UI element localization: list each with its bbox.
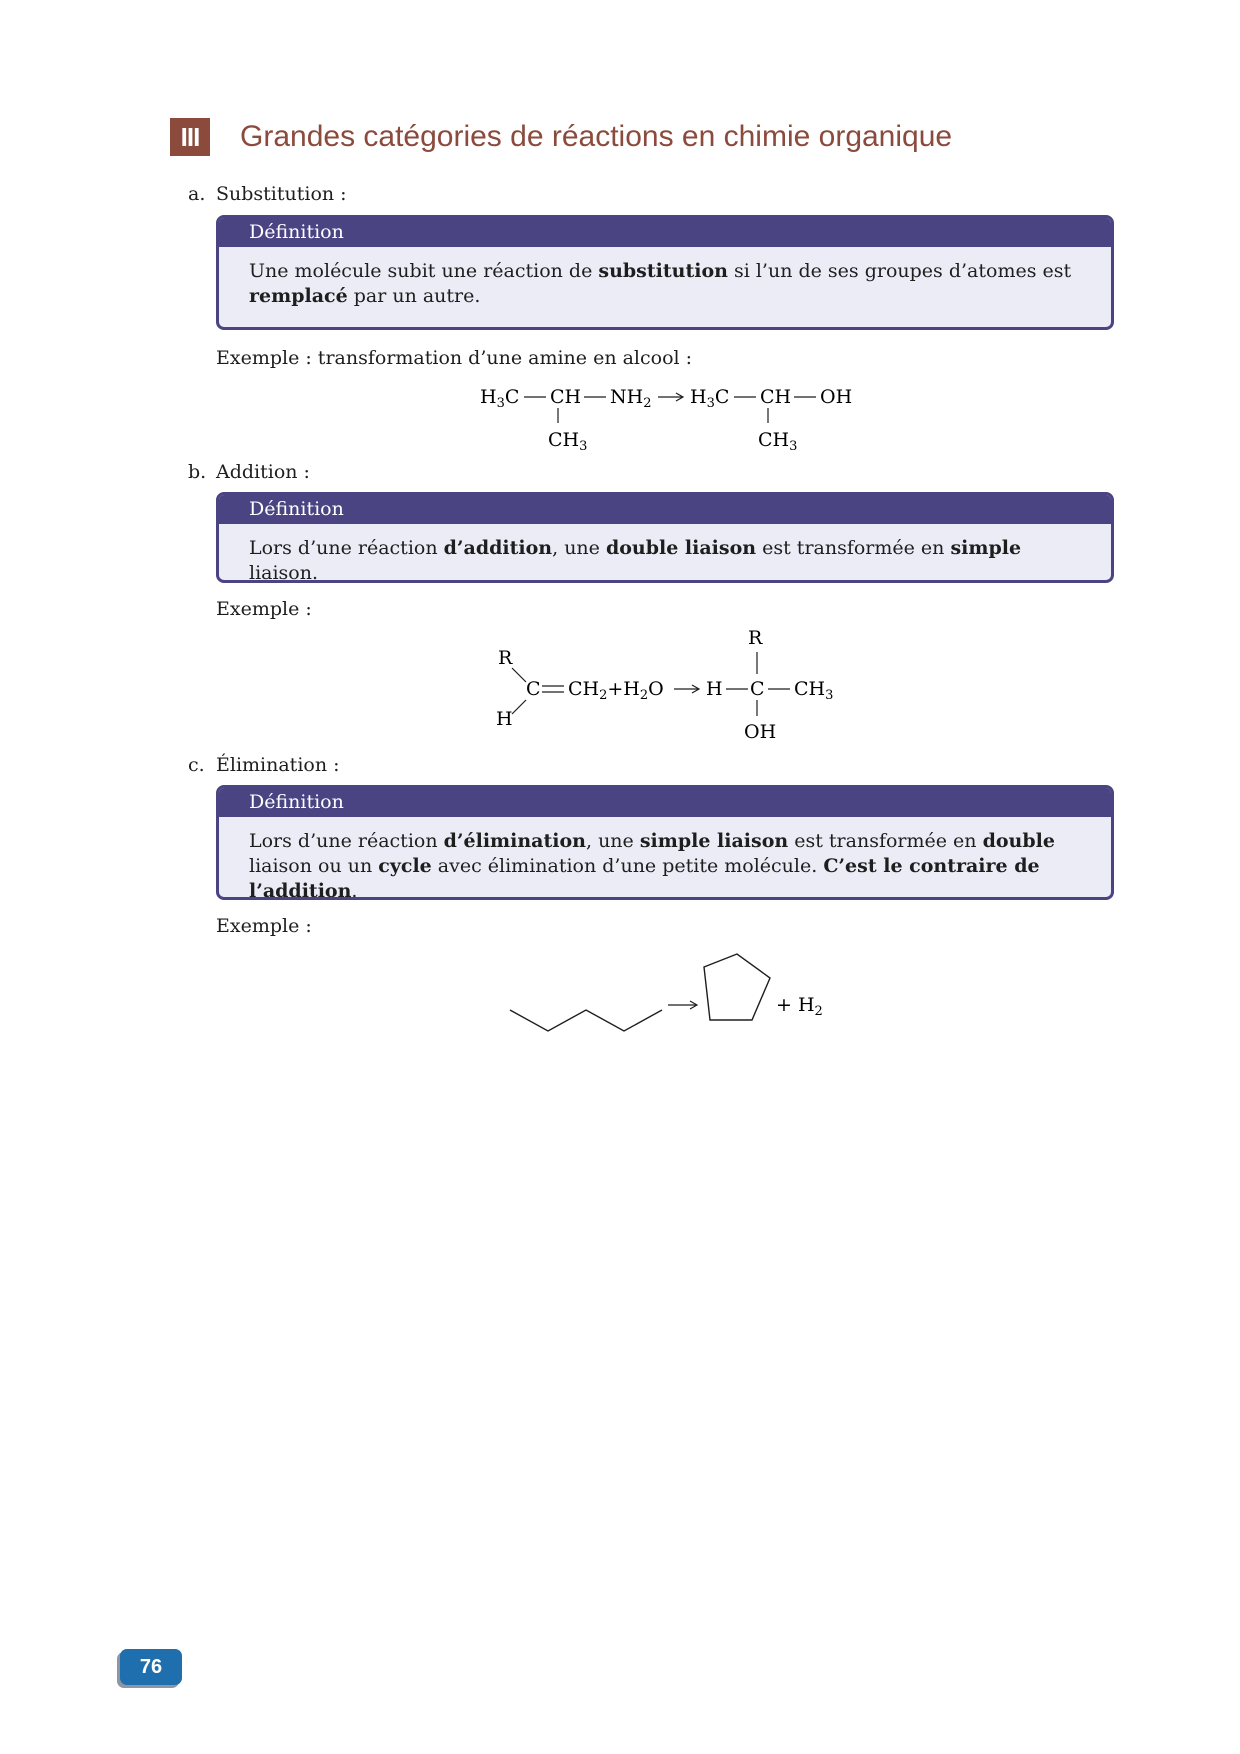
chem-group: $CH_3$ [548,429,588,454]
chem-group: CH [550,386,582,408]
bond [512,700,526,714]
definition-text: Lors d’une réaction d’addition, une double liaison est transformée en simple liaison. [249,537,1022,583]
section-header [170,117,952,157]
definition-text: Une molécule subit une réaction de substitution si l’un de ses groupes d’atomes est remplacé par un autre. [249,260,1072,307]
reaction-elimination [500,945,840,1045]
chem-group: H [706,678,723,700]
example-label-addition: Exemple : [216,598,312,620]
chem-group: OH [820,386,853,408]
subsection-letter: a. [188,183,206,205]
chem-group: H [496,708,513,730]
definition-box-substitution [216,215,1114,330]
chem-group: $CH_3$ [758,429,798,454]
definition-title: Définition [219,495,1111,524]
cyclopentane-ring [704,954,770,1020]
definition-box-addition [216,492,1114,583]
definition-title: Définition [219,218,1111,247]
subsection-label: Addition : [216,461,310,483]
subsection-addition [188,461,310,483]
subsection-label: Élimination : [216,754,340,776]
section-number: III [170,118,210,156]
section-title: Grandes catégories de réactions en chimie organique [240,120,953,153]
subsection-elimination [188,754,340,776]
reaction-addition [490,630,850,750]
definition-box-elimination [216,785,1114,900]
definition-text: Lors d’une réaction d’élimination, une simple liaison est transformée en double liaison ou un cycle avec élimination d’une petite molécule. C’est le contraire de l’addition. [249,830,1055,900]
bond [512,668,526,682]
chem-group: $CH_2+H_2O$ [568,678,664,703]
subsection-substitution [188,183,347,205]
subsection-letter: c. [188,754,205,776]
chem-group: R [498,647,513,669]
definition-title: Définition [219,788,1111,817]
subsection-label: Substitution : [216,183,347,205]
chem-group: $H_3C$ [480,386,520,411]
page-number: 76 [120,1649,182,1685]
chem-group: C [526,678,541,700]
chem-group: CH [760,386,792,408]
example-label-substitution: Exemple : transformation d’une amine en alcool : [216,347,693,369]
chem-group: $NH_2$ [610,386,652,411]
chem-group: $CH_3$ [794,678,834,703]
chem-group: OH [744,721,777,743]
chem-group: $H_3C$ [690,386,730,411]
example-label-elimination: Exemple : [216,915,312,937]
reaction-substitution [470,378,870,458]
chem-group: C [750,678,765,700]
chem-group: R [748,630,763,649]
pentane-skeleton [510,1010,662,1031]
byproduct: + $H_2$ [776,994,823,1019]
subsection-letter: b. [188,461,207,483]
